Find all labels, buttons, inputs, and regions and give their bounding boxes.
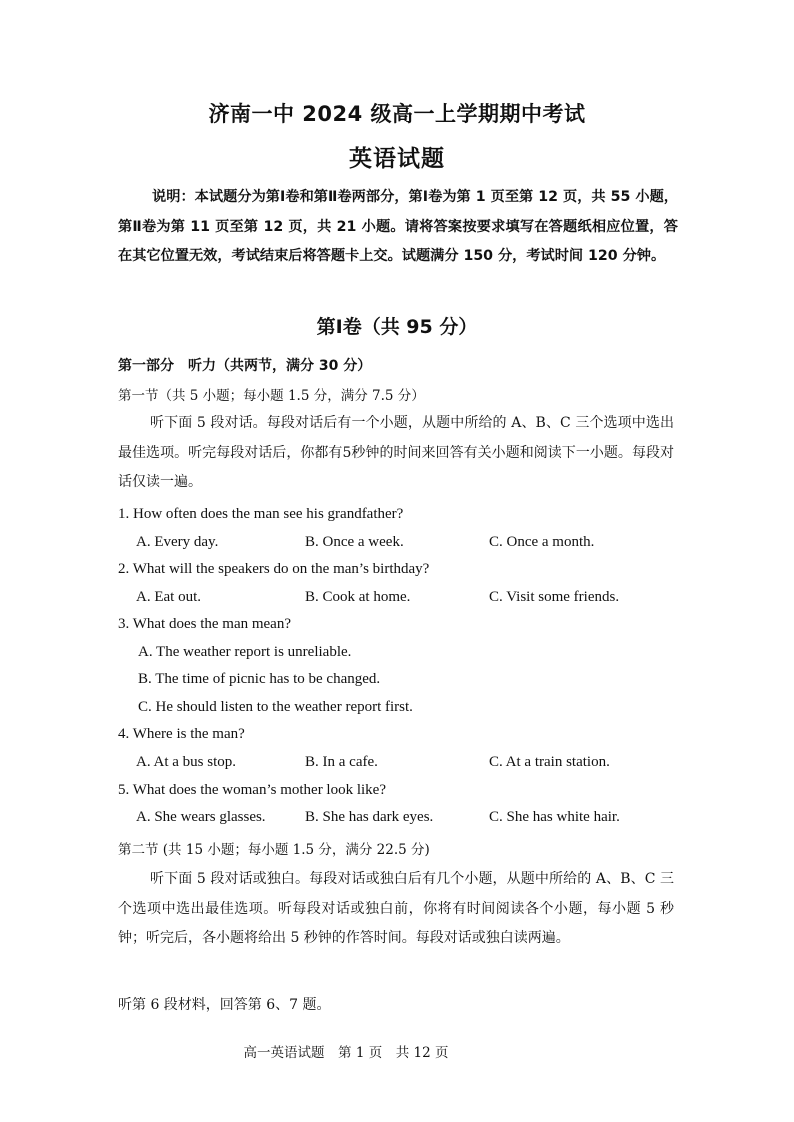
question-4-option-a: A. At a bus stop. [136, 754, 237, 770]
question-4-stem: 4. Where is the man? [118, 726, 245, 742]
question-1-option-b: B. Once a week. [305, 534, 404, 550]
part1-title: 第一部分 听力（共两节，满分 30 分） [118, 358, 372, 374]
question-5-option-b: B. She has dark eyes. [305, 809, 434, 825]
question-3-option-c: C. He should listen to the weather report first. [138, 699, 413, 715]
question-5-stem: 5. What does the woman’s mother look like? [118, 782, 387, 798]
page-footer: 高一英语试题 第 1 页 共 12 页 [243, 1045, 449, 1061]
exam-title: 济南一中 2024 级高一上学期期中考试 [208, 102, 586, 126]
question-2-option-a: A. Eat out. [136, 589, 201, 605]
question-1-option-c: C. Once a month. [489, 534, 595, 550]
material-note: 听第 6 段材料，回答第 6、7 题。 [118, 997, 331, 1013]
exam-instructions: 说明：本试题分为第Ⅰ卷和第Ⅱ卷两部分，第Ⅰ卷为第 1 页至第 12 页，共 55 小题，第Ⅱ卷为第 11 页至第 12 页，共 21 小题。请将答案按要求填写在答题纸相应位置，答在其它位置无效，考试结束后将答题卡上交。试题满分 150 分，考试时间 120 分钟。 [118, 189, 678, 264]
exam-subtitle: 英语试题 [349, 146, 445, 172]
section1-title: 第一节（共 5 小题；每小题 1.5 分，满分 7.5 分） [118, 388, 425, 404]
question-1-option-a: A. Every day. [136, 534, 219, 550]
question-3-option-b: B. The time of picnic has to be changed. [138, 671, 381, 687]
question-4-option-b: B. In a cafe. [305, 754, 378, 770]
question-3-stem: 3. What does the man mean? [118, 616, 291, 632]
question-1-stem: 1. How often does the man see his grandfather? [118, 506, 404, 522]
question-4-option-c: C. At a train station. [489, 754, 610, 770]
section2-title: 第二节 (共 15 小题；每小题 1.5 分，满分 22.5 分) [118, 842, 430, 858]
section1-directions: 听下面 5 段对话。每段对话后有一个小题，从题中所给的 A、B、C 三个选项中选出最佳选项。听完每段对话后，你都有5秒钟的时间来回答有关小题和阅读下一小题。每段对话仅读一遍。 [118, 415, 674, 490]
question-5-option-c: C. She has white hair. [489, 809, 620, 825]
question-2-option-b: B. Cook at home. [305, 589, 411, 605]
question-2-stem: 2. What will the speakers do on the man’s birthday? [118, 561, 430, 577]
section2-directions: 听下面 5 段对话或独白。每段对话或独白后有几个小题，从题中所给的 A、B、C 三个选项中选出最佳选项。听每段对话或独白前，你将有时间阅读各个小题，每小题 5 秒钟；听完后，各小题将给出 5 秒钟的作答时间。每段对话或独白读两遍。 [118, 871, 674, 946]
question-2-option-c: C. Visit some friends. [489, 589, 620, 605]
question-5-option-a: A. She wears glasses. [136, 809, 266, 825]
volume-title: 第Ⅰ卷（共 95 分） [316, 316, 478, 338]
question-3-option-a: A. The weather report is unreliable. [138, 644, 352, 660]
